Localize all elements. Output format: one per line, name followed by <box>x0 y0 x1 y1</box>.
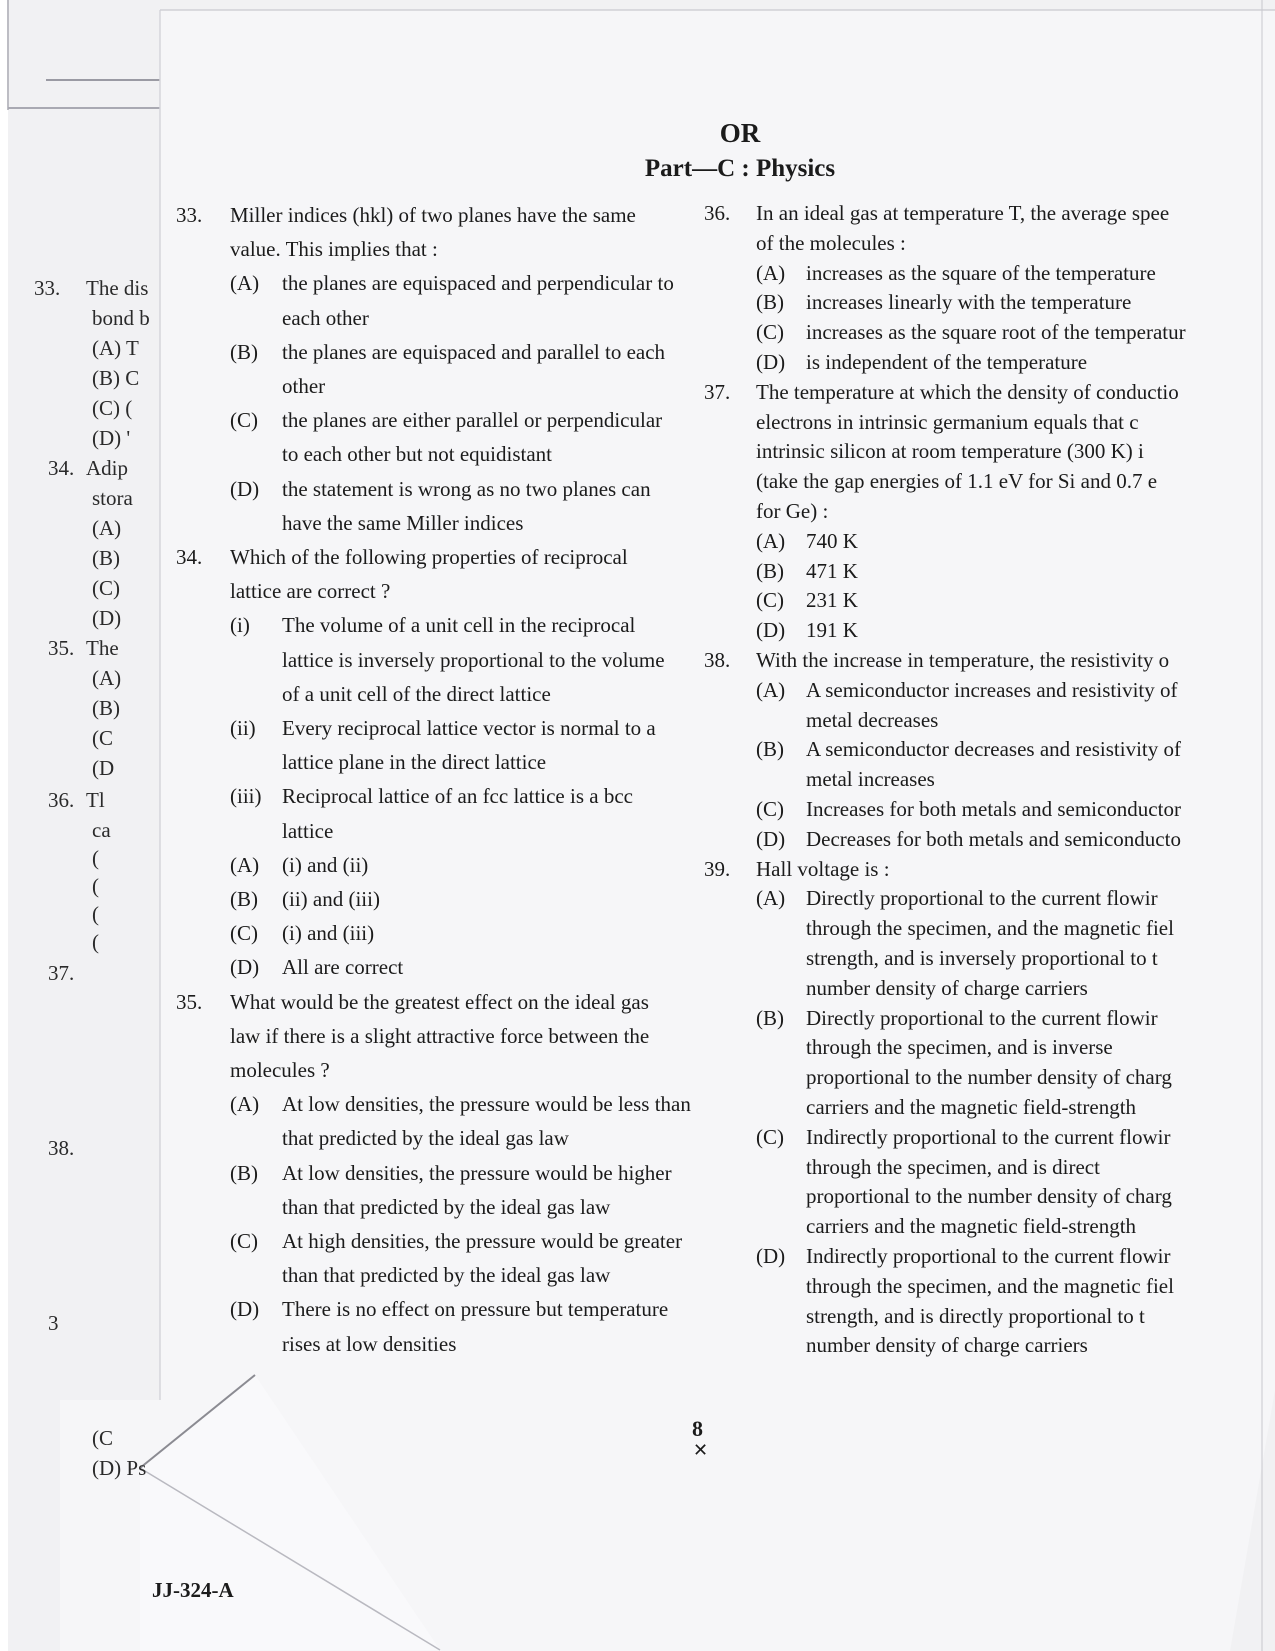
question-text: value. This implies that : <box>230 237 438 262</box>
option-text: A semiconductor decreases and resistivity of <box>806 737 1181 762</box>
option-label: (D) <box>230 1297 260 1322</box>
option-label: (D) <box>756 350 786 374</box>
option-label: (B) <box>756 290 784 315</box>
question-number: 34. <box>176 545 203 569</box>
option-text: At high densities, the pressure would be greater <box>282 1229 683 1253</box>
option-label: (A) <box>756 886 786 911</box>
under-line-text: (C) ( <box>92 396 133 420</box>
option-text: Directly proportional to the current flowir <box>806 1005 1158 1030</box>
option-text: each other <box>282 305 369 330</box>
option-label: (B) <box>230 339 258 364</box>
option-text: proportional to the number density of charg <box>806 1065 1172 1090</box>
question-text: intrinsic silicon at room temperature (300 K) i <box>756 439 1144 464</box>
option-text: that predicted by the ideal gas law <box>282 1126 569 1151</box>
under-line-text: (B) <box>92 546 120 570</box>
option-label: (C) <box>230 1229 258 1253</box>
option-label: (C) <box>756 588 784 613</box>
question-number: 33. <box>176 203 203 227</box>
statement-text: lattice is inversely proportional to the volume <box>282 647 665 672</box>
question-text: electrons in intrinsic germanium equals that c <box>756 409 1139 434</box>
option-text: than that predicted by the ideal gas law <box>282 1194 611 1219</box>
option-label: (C) <box>756 1124 784 1149</box>
option-label: (C) <box>756 797 784 821</box>
option-label: (D) <box>756 1244 786 1268</box>
option-text: Increases for both metals and semiconductor <box>806 797 1181 821</box>
under-line-text: (B) C <box>92 366 140 390</box>
under-question-number: 38. <box>48 1136 75 1160</box>
option-text: than that predicted by the ideal gas law <box>282 1263 611 1288</box>
option-label: (B) <box>756 558 784 583</box>
under-line-text: (C <box>92 726 113 750</box>
option-text: the planes are equispaced and parallel to each <box>282 339 666 364</box>
question-text: law if there is a slight attractive force between the <box>230 1023 650 1048</box>
question-text: (take the gap energies of 1.1 eV for Si and 0.7 e <box>756 469 1158 494</box>
question-number: 38. <box>704 648 731 672</box>
statement-text: The volume of a unit cell in the reciprocal <box>282 613 636 638</box>
under-line-text: (D) ' <box>92 426 131 450</box>
option-text: At low densities, the pressure would be higher <box>282 1160 672 1185</box>
option-text: 231 K <box>806 588 858 613</box>
booklet-code: JJ-324-A <box>152 1578 234 1602</box>
under-line-text: (B) <box>92 696 120 720</box>
under-line-text: The <box>86 636 119 660</box>
under-line-text: ( <box>92 930 99 954</box>
option-text: 740 K <box>806 528 858 553</box>
option-text: All are correct <box>282 955 404 980</box>
statement-text: of a unit cell of the direct lattice <box>282 681 551 706</box>
option-text: carriers and the magnetic field-strength <box>806 1095 1137 1119</box>
under-line-text: Adip <box>86 456 128 480</box>
option-label: (C) <box>756 320 784 345</box>
option-label: (A) <box>230 271 260 296</box>
under-question-number: 33. <box>34 276 61 300</box>
option-text: 471 K <box>806 558 858 583</box>
option-label: (A) <box>756 260 786 285</box>
under-question-number: 36. <box>48 788 75 812</box>
option-text: (i) and (iii) <box>282 921 375 946</box>
option-label: (A) <box>756 528 786 553</box>
under-line-text: ( <box>92 874 99 898</box>
option-text: other <box>282 374 326 398</box>
under-line-text: bond b <box>92 306 150 330</box>
option-text: proportional to the number density of charg <box>806 1184 1172 1209</box>
under-line-text: (A) <box>92 516 122 540</box>
under-line-text: The dis <box>86 276 149 300</box>
under-line-text: ca <box>92 818 111 842</box>
question-number: 36. <box>704 201 731 225</box>
option-label: (B) <box>230 1160 258 1185</box>
section-title: Part—C : Physics <box>644 155 836 182</box>
option-text: rises at low densities <box>282 1331 457 1356</box>
under-line-text: ( <box>92 846 99 870</box>
question-text: Miller indices (hkl) of two planes have the same <box>230 203 636 227</box>
statement-label: (i) <box>230 613 250 638</box>
option-text: Indirectly proportional to the current flowir <box>806 1124 1171 1149</box>
question-number: 39. <box>704 856 731 881</box>
option-label: (B) <box>230 887 258 911</box>
question-text: Hall voltage is : <box>756 856 890 881</box>
under-line-text: stora <box>92 486 133 510</box>
under-line-text: ( <box>92 902 99 926</box>
question-text: Which of the following properties of reciprocal <box>230 545 628 569</box>
option-label: (C) <box>230 921 258 946</box>
option-label: (D) <box>230 955 260 980</box>
question-text: With the increase in temperature, the resistivity o <box>756 648 1170 672</box>
option-text: There is no effect on pressure but temperature <box>282 1297 669 1322</box>
statement-label: (ii) <box>230 716 256 740</box>
option-text: strength, and is directly proportional to t <box>806 1303 1145 1328</box>
option-text: through the specimen, and is inverse <box>806 1035 1113 1060</box>
question-number: 37. <box>704 379 731 404</box>
option-text: through the specimen, and is direct <box>806 1154 1100 1179</box>
under-line-text: (D) <box>92 606 122 630</box>
question-text: for Ge) : <box>756 499 829 523</box>
under-question-number: 3 <box>48 1311 59 1335</box>
option-text: increases as the square root of the temperatur <box>806 320 1186 345</box>
option-text: through the specimen, and the magnetic fiel <box>806 1273 1174 1298</box>
option-text: (ii) and (iii) <box>282 887 380 911</box>
option-text: metal decreases <box>806 707 939 732</box>
option-label: (A) <box>756 677 786 702</box>
option-text: number density of charge carriers <box>806 975 1088 1000</box>
question-text: What would be the greatest effect on the ideal gas <box>230 989 649 1014</box>
under-line-text: (D) Ps <box>92 1456 147 1480</box>
option-text: through the specimen, and the magnetic fiel <box>806 916 1174 941</box>
option-label: (D) <box>230 476 260 501</box>
option-label: (D) <box>756 826 786 851</box>
under-line-text: (C) <box>92 576 120 600</box>
cross-mark-icon: ✕ <box>693 1440 709 1460</box>
under-line-text: (A) <box>92 666 122 690</box>
option-label: (A) <box>230 852 260 877</box>
option-text: the planes are either parallel or perpendicular <box>282 408 663 433</box>
statement-text: lattice plane in the direct lattice <box>282 750 547 775</box>
option-text: to each other but not equidistant <box>282 442 553 467</box>
under-line-text: (C <box>92 1426 113 1450</box>
option-text: A semiconductor increases and resistivity of <box>806 677 1178 702</box>
under-line-text: Tl <box>86 788 105 812</box>
question-text: of the molecules : <box>756 230 906 255</box>
option-label: (A) <box>230 1092 260 1117</box>
under-line-text: (A) T <box>92 336 139 360</box>
option-label: (C) <box>230 408 258 433</box>
option-text: Directly proportional to the current flowir <box>806 886 1158 911</box>
statement-text: Every reciprocal lattice vector is normal to a <box>282 716 656 740</box>
question-number: 35. <box>176 989 203 1014</box>
option-text: number density of charge carriers <box>806 1333 1088 1358</box>
option-text: Indirectly proportional to the current flowir <box>806 1244 1171 1268</box>
question-text: The temperature at which the density of conductio <box>756 379 1179 404</box>
option-label: (B) <box>756 737 784 762</box>
statement-text: Reciprocal lattice of an fcc lattice is a bcc <box>282 784 633 809</box>
question-text: molecules ? <box>230 1058 330 1082</box>
option-text: increases linearly with the temperature <box>806 290 1132 315</box>
option-text: At low densities, the pressure would be less than <box>282 1092 691 1117</box>
option-text: have the same Miller indices <box>282 510 524 535</box>
option-text: metal increases <box>806 767 935 792</box>
option-text: strength, and is inversely proportional to t <box>806 946 1158 970</box>
option-text: Decreases for both metals and semiconducto <box>806 826 1181 851</box>
option-label: (D) <box>756 618 786 643</box>
question-text: lattice are correct ? <box>230 579 391 604</box>
question-text: In an ideal gas at temperature T, the average spee <box>756 201 1170 225</box>
under-line-text: (D <box>92 756 115 780</box>
under-question-number: 37. <box>48 961 75 985</box>
option-text: is independent of the temperature <box>806 350 1088 374</box>
under-question-number: 34. <box>48 456 75 480</box>
section-or-label: OR <box>719 118 761 148</box>
option-text: carriers and the magnetic field-strength <box>806 1214 1137 1239</box>
option-label: (B) <box>756 1005 784 1030</box>
statement-label: (iii) <box>230 784 262 809</box>
option-text: (i) and (ii) <box>282 852 369 877</box>
statement-text: lattice <box>282 818 334 843</box>
page-number: 8 <box>692 1416 703 1441</box>
option-text: increases as the square of the temperature <box>806 260 1156 285</box>
option-text: the statement is wrong as no two planes can <box>282 476 651 501</box>
option-text: 191 K <box>806 618 858 643</box>
option-text: the planes are equispaced and perpendicular to <box>282 271 674 296</box>
under-question-number: 35. <box>48 636 75 660</box>
